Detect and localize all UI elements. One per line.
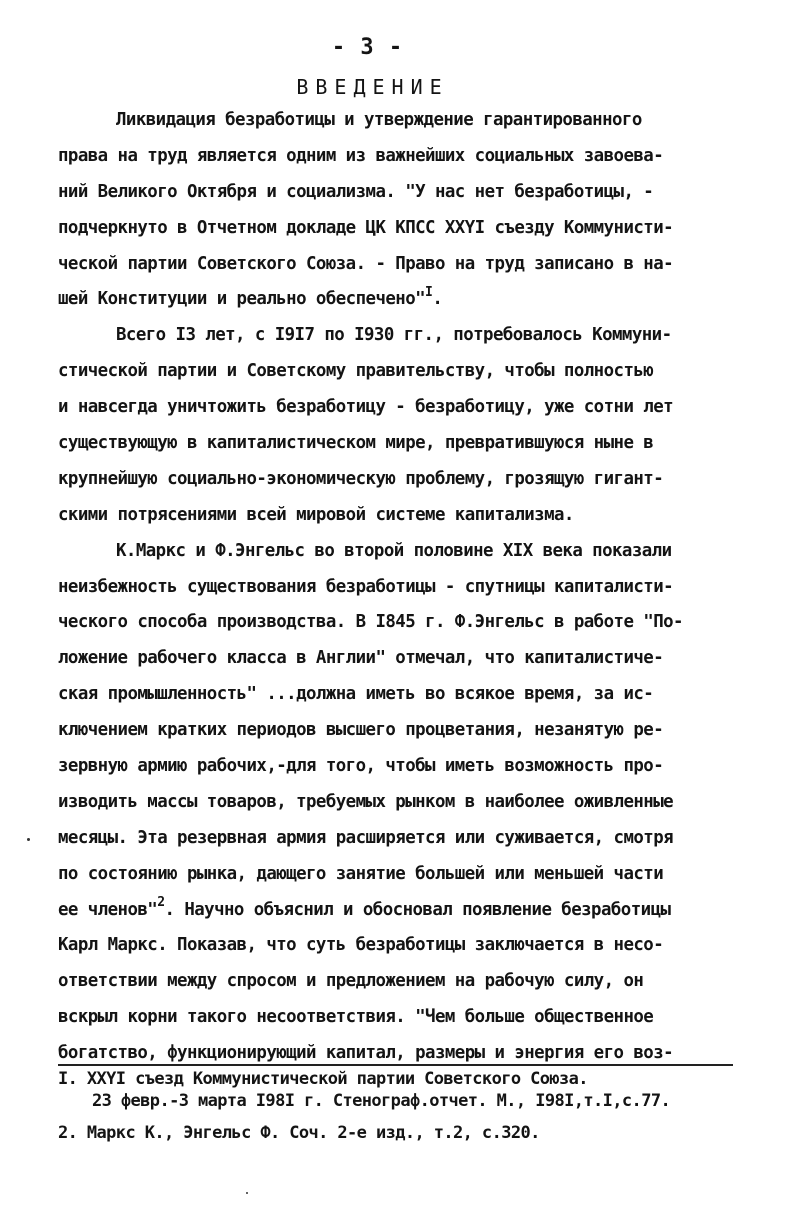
text-line: месяцы. Эта резервная армия расширяется или суживается, смотря: [58, 827, 674, 848]
text-line: Ликвидация безработицы и утверждение гарантированного: [116, 110, 642, 130]
text-line: изводить массы товаров, требуемых рынком в наиболее оживленные: [58, 791, 674, 812]
text-line: ская промышленность" ...должна иметь во всякое время, за ис-: [58, 684, 654, 705]
text-line: крупнейшую социально-экономическую проблему, грозящую гигант-: [58, 468, 664, 489]
text-line: Карл Маркс. Показав, что суть безработицы заключается в несо-: [58, 935, 664, 956]
text-line: зервную армию рабочих,-для того, чтобы иметь возможность про-: [58, 756, 664, 777]
text-line: подчеркнуто в Отчетном докладе ЦК КПСС XXYI съезду Коммунисти-: [58, 217, 674, 238]
text-segment: . Научно объяснил и обосновал появление безработицы: [164, 899, 671, 920]
text-line: Всего I3 лет, с I9I7 по I930 гг., потребовалось Коммуни-: [116, 325, 672, 346]
text-line: [58, 282, 795, 318]
text-line: ческой партии Советского Союза. - Право на труд записано в на-: [58, 253, 674, 274]
footnotes: [58, 1068, 788, 1144]
scan-speck: [246, 1192, 248, 1194]
text-line: скими потрясениями всей мировой системе капитализма.: [58, 504, 574, 525]
text-line: и навсегда уничтожить безработицу - безработицу, уже сотни лет: [58, 397, 674, 418]
section-title: ВВЕДЕНИЕ: [296, 75, 449, 99]
text-line: неизбежность существования безработицы - спутницы капиталисти-: [58, 576, 674, 597]
body-text: [58, 103, 795, 1072]
text-line: ложение рабочего класса в Англии" отмечал, что капиталистиче-: [58, 648, 664, 669]
text-line: ключением кратких периодов высшего процветания, незанятую ре-: [58, 720, 664, 741]
text-line: богатство, функционирующий капитал, размеры и энергия его воз-: [58, 1043, 674, 1064]
text-line: К.Маркс и Ф.Энгельс во второй половине XIX века показали: [116, 540, 672, 561]
footnote-marker: 2: [157, 894, 165, 910]
text-line: ческого способа производства. В I845 г. Ф.Энгельс в работе "По-: [58, 612, 683, 633]
footnote-divider: [58, 1064, 733, 1066]
text-line: стической партии и Советскому правительству, чтобы полностью: [58, 361, 654, 382]
text-line: существующую в капиталистическом мире, превратившуюся ныне в: [58, 433, 654, 454]
footnote-1-continuation: 23 февр.-3 марта I98I г. Стенограф.отчет. М., I98I,т.I,с.77.: [92, 1091, 671, 1111]
text-line: ответствии между спросом и предложением на рабочую силу, он: [58, 971, 644, 992]
scan-speck: [27, 838, 30, 841]
text-line: права на труд является одним из важнейших социальных завоева-: [58, 145, 664, 166]
text-line: [58, 893, 795, 929]
text-line: ний Великого Октября и социализма. "У нас нет безработицы, -: [58, 181, 654, 202]
text-segment: ее членов": [58, 899, 158, 920]
text-segment: .: [432, 289, 443, 310]
footnote-1: I. XXYI съезд Коммунистической партии Советского Союза.: [58, 1069, 588, 1089]
text-segment: шей Конституции и реально обеспечено": [58, 289, 426, 310]
text-line: вскрыл корни такого несоответствия. "Чем больше общественное: [58, 1007, 654, 1028]
page-number: - 3 -: [331, 35, 404, 60]
footnote-marker: I: [425, 284, 433, 300]
footnote-2: 2. Маркс К., Энгельс Ф. Соч. 2-е изд., т.2, с.320.: [58, 1123, 540, 1143]
text-line: по состоянию рынка, дающего занятие большей или меньшей части: [58, 863, 664, 884]
